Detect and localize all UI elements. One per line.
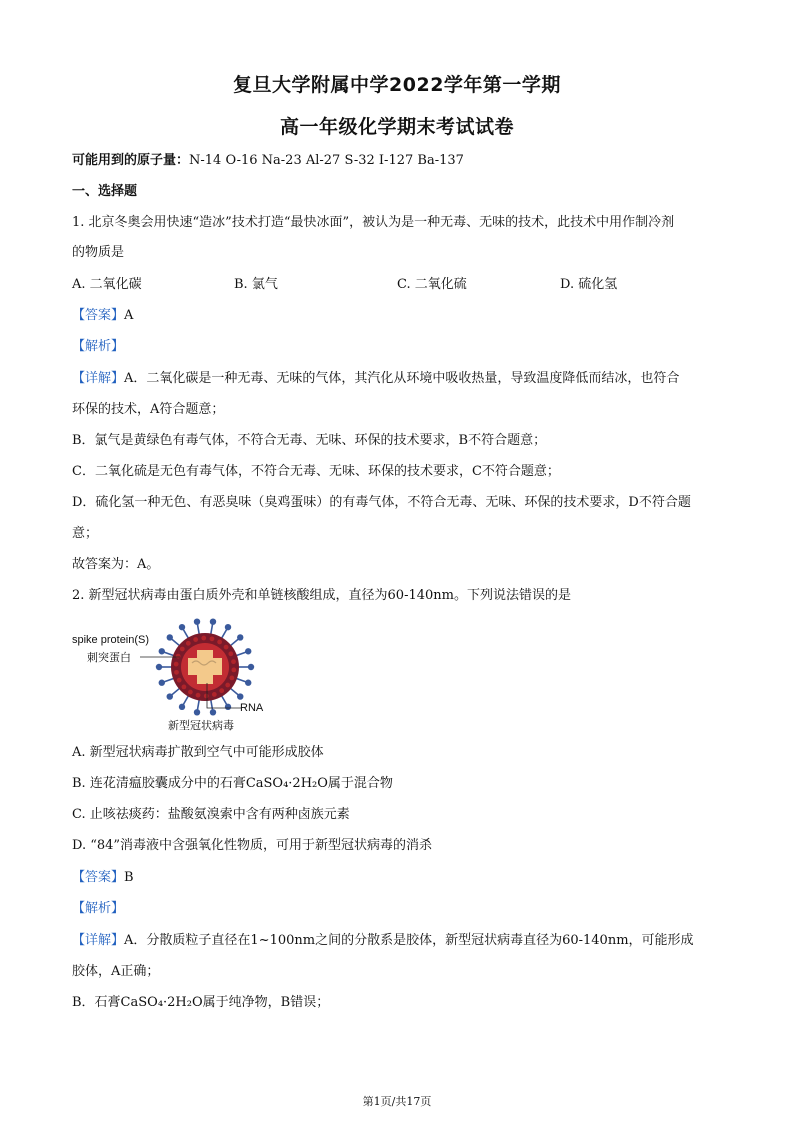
spike-head [194,618,200,624]
atomic-mass-row [72,152,732,170]
q2-answer-tag: 【答案】 [72,870,125,885]
membrane-dot [224,645,229,650]
membrane-dot [231,667,236,672]
q1-detail-text-0: A．二氧化碳是一种无毒、无味的气体，其汽化从环境中吸收热量，导致温度降低而结冰，也符合 [124,371,680,386]
q1-option-a: A. 二氧化碳 [72,277,142,292]
q1-detail-tag: 【详解】 [72,371,125,386]
membrane-dot [217,640,222,645]
q1-conclusion: 故答案为：A。 [72,557,160,572]
spike-head [179,624,185,630]
q2-detail-line [72,932,732,950]
q2-analysis-tag: 【解析】 [72,901,125,916]
atomic-mass-values: N-14 O-16 Na-23 Al-27 S-32 I-127 Ba-137 [189,153,464,168]
membrane-dot [182,685,187,690]
figure-caption: 新型冠状病毒 [168,719,234,732]
membrane-dot [229,676,234,681]
q2-answer-value: B [124,870,134,885]
q1-detail-line: 意； [72,526,99,541]
spike-head [245,680,251,686]
q2-option-a: A. 新型冠状病毒扩散到空气中可能形成胶体 [72,745,324,760]
spike-head [167,693,173,699]
page-footer: 第1页/共17页 [362,1095,432,1108]
spike-head [159,680,165,686]
spike-head [237,634,243,640]
q2-detail-text-0: A．分散质粒子直径在1~100nm之间的分散系是胶体，新型冠状病毒直径为60-140nm，可能形成 [124,933,694,948]
membrane-dot [193,637,198,642]
q2-option-c: C. 止咳祛痰药：盐酸氨溴索中含有两种卤族元素 [72,807,350,822]
q1-detail-line: C．二氧化硫是无色有毒气体，不符合无毒、无味、环保的技术要求，C不符合题意； [72,464,560,479]
membrane-dot [228,651,233,656]
q1-detail-line [72,370,732,388]
membrane-dot [174,670,179,675]
q2-detail-line: B．石膏CaSO₄·2H₂O属于纯净物，B错误； [72,995,330,1010]
spike-head [194,709,200,715]
q2-option-b: B. 连花清瘟胶囊成分中的石膏CaSO₄·2H₂O属于混合物 [72,776,393,791]
spike-protein-cn-label: 刺突蛋白 [87,651,131,664]
rna-label: RNA [240,702,264,714]
membrane-dot [186,641,191,646]
q1-option-b: B. 氯气 [234,277,278,292]
q2-option-d: D. “84”消毒液中含强氧化性物质，可用于新型冠状病毒的消杀 [72,838,433,853]
q2-stem: 2. 新型冠状病毒由蛋白质外壳和单链核酸组成，直径为60-140nm。下列说法错误的是 [72,588,571,603]
spike-head [245,648,251,654]
q2-detail-tag: 【详解】 [72,933,125,948]
membrane-dot [201,636,206,641]
q1-option-d: D. 硫化氢 [560,277,618,292]
q2-detail-line: 胶体，A正确； [72,964,160,979]
spike-head [210,618,216,624]
q1-answer-value: A [124,308,134,323]
q1-stem-line1: 1. 北京冬奥会用快速“造冰”技术打造“最快冰面”，被认为是一种无毒、无味的技术，此技术中用作制冷剂 [72,215,675,230]
membrane-dot [196,693,201,698]
q2-answer-row [72,869,732,887]
exam-title-line2: 高一年级化学期末考试试卷 [279,116,514,138]
spike-head [156,664,162,670]
q1-analysis-tag: 【解析】 [72,339,125,354]
q1-detail-line: 环保的技术，A符合题意； [72,402,225,417]
spike-protein-label: spike protein(S) [72,634,150,646]
spike-head [225,624,231,630]
section-heading: 一、选择题 [72,184,138,199]
q1-answer-tag: 【答案】 [72,308,125,323]
membrane-dot [174,662,179,667]
spike-head [167,634,173,640]
exam-title-line1: 复旦大学附属中学2022学年第一学期 [233,74,561,96]
q1-option-c: C. 二氧化硫 [397,277,467,292]
spike-pointer-line [140,654,180,660]
membrane-dot [188,690,193,695]
q1-detail-line: B．氯气是黄绿色有毒气体，不符合无毒、无味、环保的技术要求，B不符合题意； [72,433,547,448]
spike-head [248,664,254,670]
membrane-dot [180,647,185,652]
membrane-dot [210,636,215,641]
membrane-dot [177,678,182,683]
membrane-dot [231,659,236,664]
atomic-mass-label: 可能用到的原子量： [72,153,190,168]
q1-detail-line: D．硫化氢一种无色、有恶臭味（臭鸡蛋味）的有毒气体，不符合无毒、无味、环保的技术要求，D不符合题 [72,495,691,510]
rna-pointer-line [203,683,243,711]
q1-stem-line2: 的物质是 [72,245,125,260]
q1-answer-row [72,307,732,325]
spike-head [179,704,185,710]
